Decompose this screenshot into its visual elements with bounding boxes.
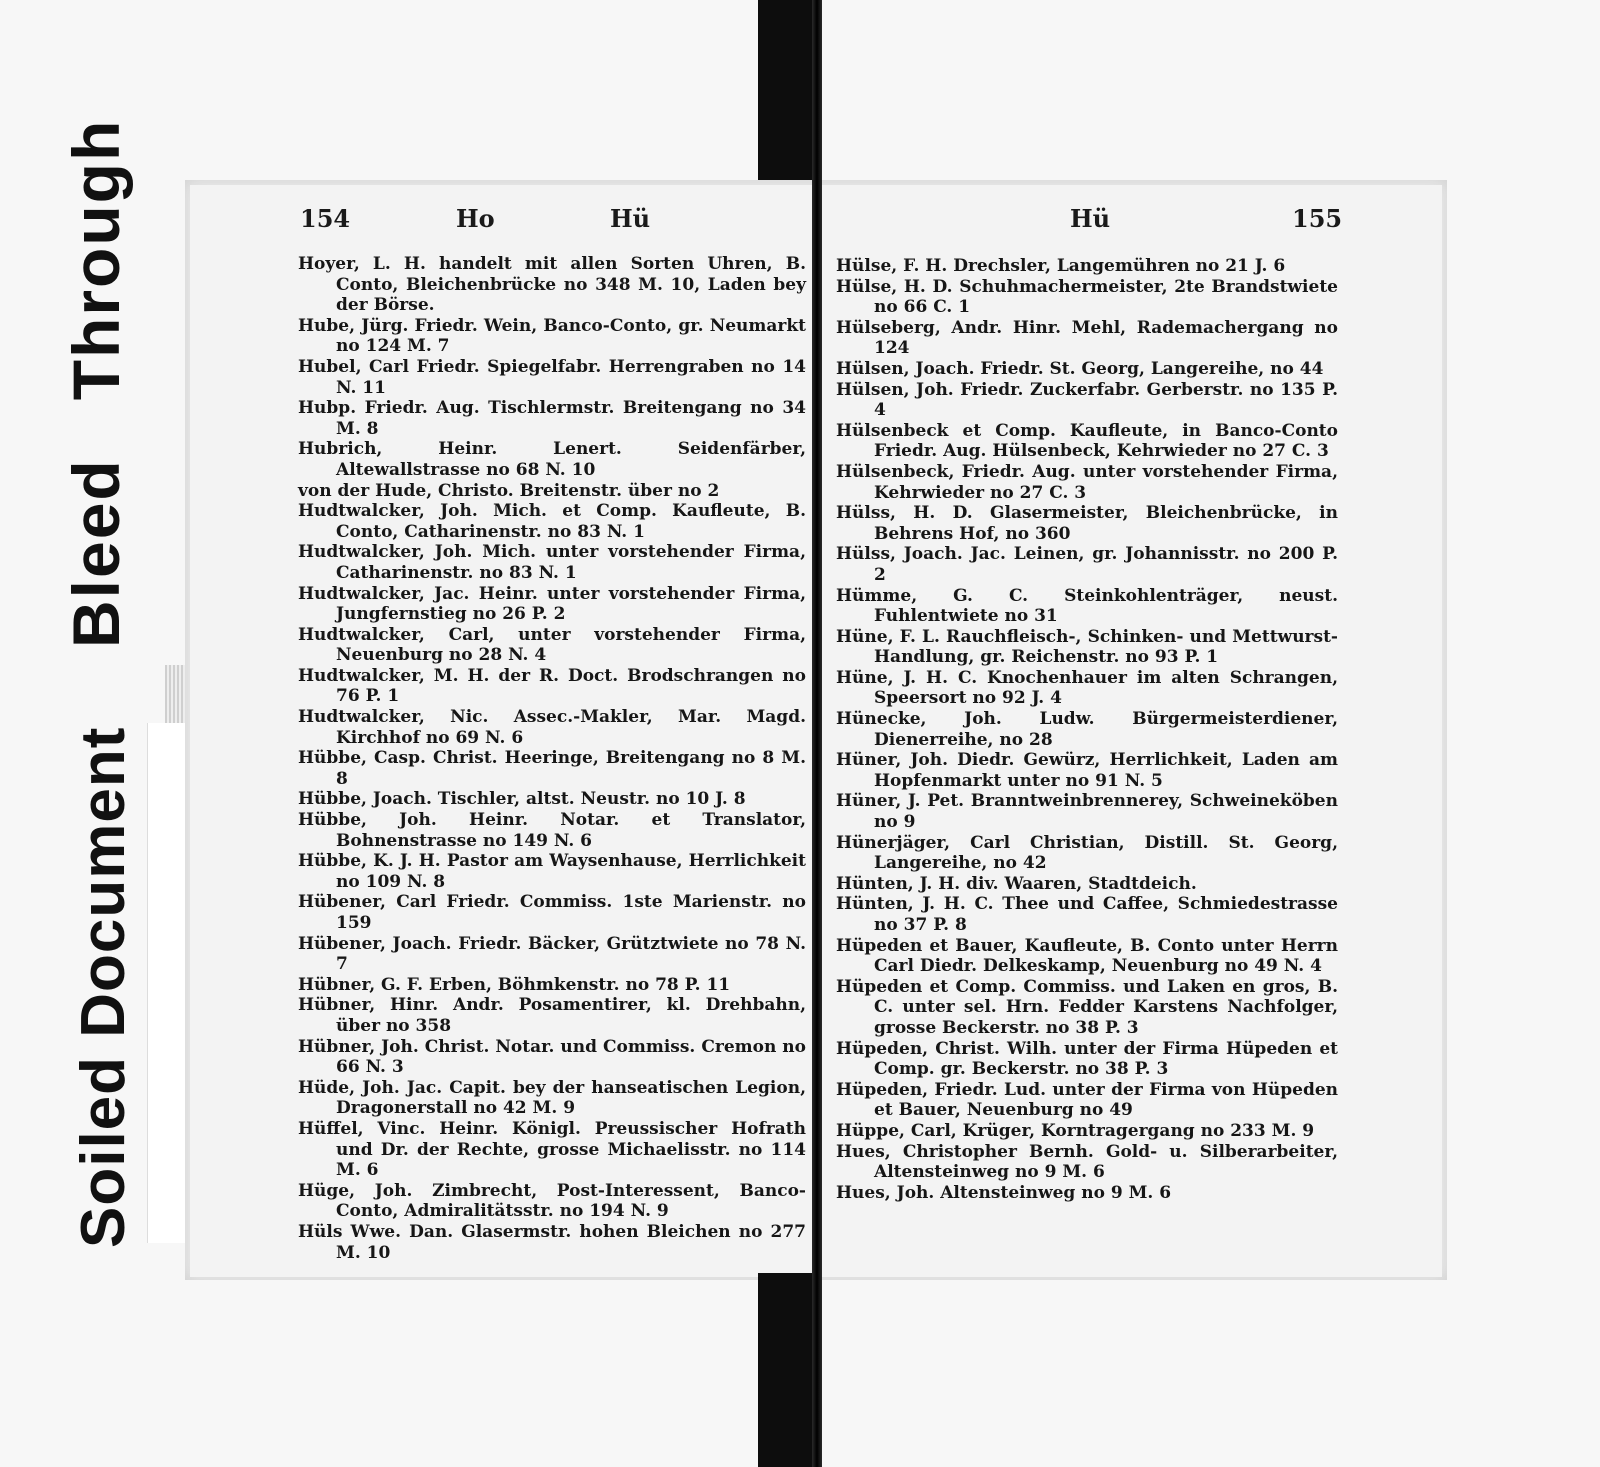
directory-entry: Hülss, H. D. Glasermeister, Bleichenbrücke, in Behrens Hof, no 360 bbox=[836, 503, 1338, 544]
directory-entry: Hüpeden, Friedr. Lud. unter der Firma von Hüpeden et Bauer, Neuenburg no 49 bbox=[836, 1079, 1338, 1121]
directory-entry: Hüne, J. H. C. Knochenhauer im alten Schrangen, Speersort no 92 J. 4 bbox=[836, 667, 1338, 709]
directory-entry: Hübener, Joach. Friedr. Bäcker, Grütztwiete no 78 N. 7 bbox=[298, 933, 806, 975]
directory-entry: Hüppe, Carl, Krüger, Korntragergang no 233 M. 9 bbox=[836, 1120, 1315, 1141]
left-page-number: 154 bbox=[300, 204, 351, 233]
left-entries-list bbox=[298, 254, 806, 1263]
directory-entry: Hüffel, Vinc. Heinr. Königl. Preussischer Hofrath und Dr. der Rechte, grosse Michaelisstr. no 114 M. 6 bbox=[298, 1118, 806, 1181]
directory-entry: Hüls Wwe. Dan. Glasermstr. hohen Bleichen no 277 M. 10 bbox=[298, 1221, 806, 1263]
card-tab bbox=[165, 665, 185, 725]
directory-entry: Hüpeden, Christ. Wilh. unter der Firma Hüpeden et Comp. gr. Beckerstr. no 38 P. 3 bbox=[836, 1038, 1338, 1080]
right-header-hue: Hü bbox=[1070, 204, 1111, 233]
card-strip bbox=[147, 723, 187, 1243]
directory-entry: Hünecke, Joh. Ludw. Bürgermeisterdiener, Dienerreihe, no 28 bbox=[836, 709, 1338, 750]
book-spine bbox=[812, 0, 822, 1467]
directory-entry: Hünerjäger, Carl Christian, Distill. St. Georg, Langereihe, no 42 bbox=[836, 832, 1338, 874]
directory-entry: Hübener, Carl Friedr. Commiss. 1ste Marienstr. no 159 bbox=[298, 892, 806, 933]
directory-entry: Hübner, Joh. Christ. Notar. und Commiss. Cremon no 66 N. 3 bbox=[298, 1036, 806, 1078]
right-entries-list bbox=[836, 256, 1338, 1203]
directory-entry: Hübbe, Casp. Christ. Heeringe, Breitengang no 8 M. 8 bbox=[298, 748, 806, 789]
directory-entry: Hudtwalcker, Joh. Mich. unter vorstehender Firma, Catharinenstr. no 83 N. 1 bbox=[298, 542, 806, 583]
directory-entry: Hülsenbeck et Comp. Kaufleute, in Banco-Conto Friedr. Aug. Hülsenbeck, Kehrwieder no 27 C. 3 bbox=[836, 420, 1338, 462]
left-header-ho: Ho bbox=[456, 204, 495, 233]
directory-entry: Hudtwalcker, Carl, unter vorstehender Firma, Neuenburg no 28 N. 4 bbox=[298, 624, 806, 666]
left-header-hue: Hü bbox=[610, 204, 651, 233]
directory-entry: Hues, Christopher Bernh. Gold- u. Silberarbeiter, Altensteinweg no 9 M. 6 bbox=[836, 1141, 1338, 1183]
directory-entry: Hüde, Joh. Jac. Capit. bey der hanseatischen Legion, Dragonerstall no 42 M. 9 bbox=[298, 1077, 806, 1119]
directory-entry: Hübner, Hinr. Andr. Posamentirer, kl. Drehbahn, über no 358 bbox=[298, 995, 806, 1036]
directory-entry: Hülse, H. D. Schuhmachermeister, 2te Brandstwiete no 66 C. 1 bbox=[836, 276, 1338, 318]
directory-entry: Hube, Jürg. Friedr. Wein, Banco-Conto, gr. Neumarkt no 124 M. 7 bbox=[298, 315, 806, 357]
directory-entry: Hudtwalcker, Joh. Mich. et Comp. Kaufleute, B. Conto, Catharinenstr. no 83 N. 1 bbox=[298, 501, 806, 542]
directory-entry: Hülseberg, Andr. Hinr. Mehl, Rademachergang no 124 bbox=[836, 317, 1338, 359]
directory-entry: Hübbe, Joach. Tischler, altst. Neustr. no 10 J. 8 bbox=[298, 789, 746, 810]
directory-entry: Hülsen, Joh. Friedr. Zuckerfabr. Gerberstr. no 135 P. 4 bbox=[836, 379, 1338, 421]
directory-entry: Hübbe, Joh. Heinr. Notar. et Translator, Bohnenstrasse no 149 N. 6 bbox=[298, 810, 806, 851]
directory-entry: Hudtwalcker, Nic. Assec.-Makler, Mar. Magd. Kirchhof no 69 N. 6 bbox=[298, 707, 806, 748]
bleed-word: Bleed bbox=[59, 458, 133, 648]
directory-entry: Hüner, J. Pet. Branntweinbrennerey, Schweineköben no 9 bbox=[836, 791, 1338, 833]
directory-entry: Hubrich, Heinr. Lenert. Seidenfärber, Altewallstrasse no 68 N. 10 bbox=[298, 439, 806, 480]
directory-entry: Hudtwalcker, M. H. der R. Doct. Brodschrangen no 76 P. 1 bbox=[298, 665, 806, 707]
directory-entry: Hübbe, K. J. H. Pastor am Waysenhause, Herrlichkeit no 109 N. 8 bbox=[298, 851, 806, 892]
directory-entry: Hülss, Joach. Jac. Leinen, gr. Johannisstr. no 200 P. 2 bbox=[836, 544, 1338, 585]
directory-entry: Hümme, G. C. Steinkohlenträger, neust. Fuhlentwiete no 31 bbox=[836, 585, 1338, 627]
right-page-number: 155 bbox=[1292, 204, 1343, 233]
directory-entry: von der Hude, Christo. Breitenstr. über no 2 bbox=[298, 480, 720, 501]
directory-entry: Hünten, J. H. C. Thee und Caffee, Schmiedestrasse no 37 P. 8 bbox=[836, 894, 1338, 935]
directory-entry: Hüpeden et Comp. Commiss. und Laken en gros, B. C. unter sel. Hrn. Fedder Karstens Nachfolger, grosse Beckerstr. no 38 P. 3 bbox=[836, 976, 1338, 1038]
bleed-through-label bbox=[58, 119, 134, 648]
directory-entry: Hubel, Carl Friedr. Spiegelfabr. Herrengraben no 14 N. 11 bbox=[298, 356, 806, 398]
directory-entry: Hüge, Joh. Zimbrecht, Post-Interessent, Banco-Conto, Admiralitätsstr. no 194 N. 9 bbox=[298, 1180, 806, 1222]
directory-entry: Hülse, F. H. Drechsler, Langemühren no 21 J. 6 bbox=[836, 256, 1286, 276]
directory-entry: Hünten, J. H. div. Waaren, Stadtdeich. bbox=[836, 873, 1197, 894]
directory-entry: Hubp. Friedr. Aug. Tischlermstr. Breitengang no 34 M. 8 bbox=[298, 398, 806, 439]
directory-entry: Hoyer, L. H. handelt mit allen Sorten Uhren, B. Conto, Bleichenbrücke no 348 M. 10, Laden bey der Börse. bbox=[298, 254, 806, 316]
directory-entry: Hübner, G. F. Erben, Böhmkenstr. no 78 P. 11 bbox=[298, 974, 731, 995]
directory-entry: Hülsen, Joach. Friedr. St. Georg, Langereihe, no 44 bbox=[836, 358, 1324, 379]
directory-entry: Hüne, F. L. Rauchfleisch-, Schinken- und Mettwurst-Handlung, gr. Reichenstr. no 93 P. 1 bbox=[836, 626, 1338, 668]
directory-entry: Hüner, Joh. Diedr. Gewürz, Herrlichkeit, Laden am Hopfenmarkt unter no 91 N. 5 bbox=[836, 750, 1338, 791]
soiled-document-label: Soiled Document bbox=[69, 726, 138, 1248]
directory-entry: Hudtwalcker, Jac. Heinr. unter vorstehender Firma, Jungfernstieg no 26 P. 2 bbox=[298, 583, 806, 625]
directory-entry: Hues, Joh. Altensteinweg no 9 M. 6 bbox=[836, 1182, 1172, 1203]
directory-entry: Hüpeden et Bauer, Kaufleute, B. Conto unter Herrn Carl Diedr. Delkeskamp, Neuenburg no 49 N. 4 bbox=[836, 935, 1338, 977]
through-word: Through bbox=[59, 118, 133, 401]
directory-entry: Hülsenbeck, Friedr. Aug. unter vorstehender Firma, Kehrwieder no 27 C. 3 bbox=[836, 461, 1338, 503]
